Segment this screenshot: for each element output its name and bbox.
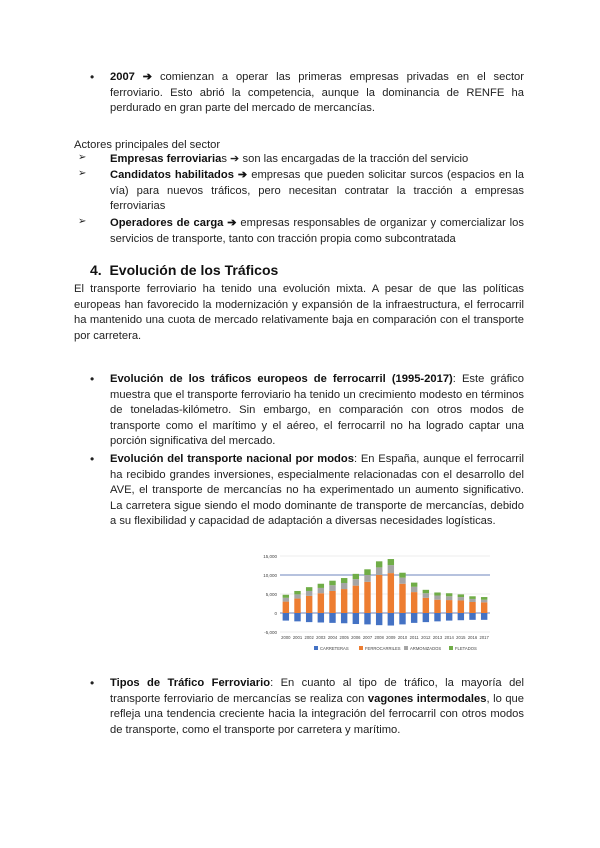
chart-bar (329, 591, 335, 613)
chart-xtick-label: 2014 (444, 635, 454, 640)
bullet-lead: Evolución del transporte nacional por modos (110, 453, 354, 465)
actor-lead: Empresas ferroviaria (110, 153, 222, 165)
chart-bar (318, 593, 324, 613)
chart-xtick-label: 2012 (421, 635, 431, 640)
chart-legend-swatch (359, 646, 363, 650)
chart-xtick-label: 2001 (292, 635, 303, 640)
chart-bar (306, 596, 312, 613)
chart-bar (469, 596, 475, 599)
actor-item (110, 152, 524, 168)
arrow-bullet-icon: ➢ (78, 216, 87, 227)
bullet-text: : En cuanto al tipo de tráfico, la mayoría del transporte ferroviario de mercancías se realiza con (110, 677, 524, 705)
chart-bar (399, 578, 405, 584)
chart-bar (376, 575, 382, 613)
section-title: Evolución de los Tráficos (109, 262, 279, 278)
chart-legend-label: FERROCARRILES (365, 646, 401, 651)
section-intro: El transporte ferroviario ha tenido una evolución mixta. A pesar de que las políticas europeas han favorecido la modernización y expansión de la infraestructura, el ferrocarril ha mantenido una cuota de mercado relativamente baja en comparación con el transporte por carretera. (74, 283, 524, 342)
chart-bar (364, 569, 370, 575)
traffic-chart (254, 552, 496, 662)
chart-bar (376, 613, 382, 625)
chart-bar (481, 602, 487, 613)
bullet-european-traffic (110, 372, 524, 450)
bullet-bold: vagones intermodales (367, 692, 487, 705)
actors-title: Actores principales del sector (74, 139, 221, 151)
chart-bar (376, 561, 382, 567)
chart-xtick-label: 2015 (456, 635, 466, 640)
bullet-text: : Este gráfico muestra que el transporte ferroviario ha tenido un crecimiento modesto en términos de toneladas-kilómetro. Sin embargo, en comparación con otros modos de transporte como el marítimo y el aéreo, el ferrocarril no ha logrado captar una porción significativa del mercado. (110, 373, 524, 448)
actor-mid: s ➔ (221, 153, 240, 165)
chart-xtick-label: 2011 (409, 635, 419, 640)
bullet-lead: Tipos de Tráfico Ferroviario (110, 677, 271, 689)
chart-bar (294, 613, 300, 621)
chart-legend-swatch (314, 646, 318, 650)
chart-xtick-label: 2004 (327, 635, 338, 640)
chart-ytick-label: 15,000 (263, 554, 277, 559)
chart-bar (294, 594, 300, 598)
chart-bar (294, 599, 300, 613)
chart-bar (341, 589, 347, 613)
arrow-bullet-icon: ➢ (78, 168, 87, 179)
chart-bar (388, 573, 394, 613)
section-number: 4. (90, 262, 102, 278)
chart-xtick-label: 2009 (386, 635, 396, 640)
chart-bar (458, 597, 464, 600)
actor-lead: Operadores de carga ➔ (110, 217, 237, 229)
chart-bar (353, 586, 359, 613)
bullet-text: , lo que refleja una tendencia creciente hacia la integración del ferrocarril con otros modos de transporte, como el transporte por carretera y marítimo. (110, 692, 524, 736)
chart-bar (364, 582, 370, 613)
chart-legend-label: FLETADOS (455, 646, 477, 651)
chart-bar (446, 600, 452, 613)
chart-bar (423, 593, 429, 598)
chart-bar (446, 613, 452, 621)
chart-bar (434, 592, 440, 595)
actor-text: son las encargadas de la tracción del servicio (239, 153, 469, 165)
chart-bar (364, 575, 370, 582)
chart-bar (388, 565, 394, 573)
chart-bar (458, 613, 464, 620)
chart-bar (329, 581, 335, 586)
chart-bar (399, 573, 405, 578)
chart-bar (318, 613, 324, 623)
chart-ytick-label: 0 (274, 611, 277, 616)
chart-bar (469, 602, 475, 613)
chart-bar (341, 583, 347, 589)
chart-bar (446, 593, 452, 596)
chart-bar (283, 598, 289, 602)
chart-bar (434, 600, 440, 613)
chart-bar (283, 595, 289, 598)
chart-bar (353, 579, 359, 585)
bullet-icon (90, 452, 98, 466)
chart-bar (329, 613, 335, 623)
bullet-2007 (110, 70, 524, 117)
chart-legend-swatch (449, 646, 453, 650)
chart-bar (469, 613, 475, 620)
chart-xtick-label: 2000 (281, 635, 291, 640)
chart-bar (411, 592, 417, 613)
chart-bar (411, 583, 417, 587)
chart-bar (423, 613, 429, 622)
bullet-icon (90, 676, 98, 690)
chart-bar (353, 574, 359, 579)
chart-xtick-label: 2016 (467, 635, 478, 640)
chart-ytick-label: 10,000 (263, 573, 277, 578)
chart-bar (329, 585, 335, 591)
chart-bar (353, 613, 359, 624)
chart-bar (306, 587, 312, 591)
bullet-lead: Evolución de los tráficos europeos de ferrocarril (1995-2017) (110, 373, 453, 385)
chart-xtick-label: 2017 (479, 635, 489, 640)
chart-bar (283, 613, 289, 621)
bullet-text: comienzan a operar las primeras empresas privadas en el sector ferroviario. Esto abrió la competencia, aunque la dominancia de RENFE ha perdurado en gran parte del mercado de mercancías. (110, 71, 524, 115)
chart-xtick-label: 2006 (351, 635, 361, 640)
section-heading (90, 262, 278, 278)
chart-bar (388, 613, 394, 626)
actor-item (110, 168, 524, 215)
chart-bar (283, 602, 289, 613)
chart-bar (481, 600, 487, 603)
chart-bar (434, 596, 440, 600)
chart-bar (469, 599, 475, 602)
chart-bar (481, 613, 487, 620)
chart-ytick-label: -5,000 (264, 630, 277, 635)
chart-bar (306, 591, 312, 596)
chart-bar (434, 613, 440, 621)
chart-bar (294, 591, 300, 594)
bullet-icon (90, 70, 98, 84)
bullet-national-transport (110, 452, 524, 530)
chart-bar (481, 597, 487, 600)
chart-xtick-label: 2005 (339, 635, 349, 640)
chart-bar (318, 584, 324, 588)
chart-bar (318, 588, 324, 593)
chart-xtick-label: 2002 (304, 635, 314, 640)
chart-bar (388, 559, 394, 565)
actor-item (110, 216, 524, 247)
arrow-bullet-icon: ➢ (78, 152, 87, 163)
bullet-text: : En España, aunque el ferrocarril ha recibido grandes inversiones, especialmente relacionadas con el desarrollo del AVE, el transporte de mercancías no ha experimentado un aumento significativo. La carretera sigue siendo el modo dominante de transporte de mercancías, debido a su flexibilidad y capacidad de adaptación a diversas necesidades logísticas. (110, 453, 524, 528)
chart-xtick-label: 2003 (316, 635, 326, 640)
chart-bar (423, 590, 429, 593)
chart-legend-label: ARMONIZADOS (410, 646, 442, 651)
actor-lead: Candidatos habilitados ➔ (110, 169, 248, 181)
bullet-icon (90, 372, 98, 386)
chart-bar (341, 578, 347, 583)
bullet-lead: 2007 ➔ (110, 71, 153, 83)
chart-xtick-label: 2008 (374, 635, 384, 640)
chart-bar (399, 584, 405, 613)
chart-xtick-label: 2007 (362, 635, 373, 640)
actor-text: empresas responsables de organizar y comercializar los servicios de transporte, tanto con tracción propia como subcontratada (110, 217, 524, 245)
chart-legend-swatch (404, 646, 408, 650)
chart-bar (446, 596, 452, 600)
chart-ytick-label: 5,000 (265, 592, 277, 597)
chart-bar (458, 600, 464, 613)
chart-bar (376, 567, 382, 575)
chart-bar (411, 613, 417, 623)
chart-bar (399, 613, 405, 624)
chart-xtick-label: 2013 (432, 635, 443, 640)
chart-xtick-label: 2010 (397, 635, 408, 640)
chart-bar (458, 594, 464, 597)
actor-text: empresas que pueden solicitar surcos (espacios en la vía) para nuevos tráficos, pero necesitan contratar la tracción a empresas ferroviarias (110, 169, 524, 213)
bullet-traffic-types (110, 676, 524, 738)
chart-bar (341, 613, 347, 623)
chart-legend-label: CARRETERAS (320, 646, 349, 651)
chart-bar (423, 598, 429, 613)
chart-bar (411, 587, 417, 592)
chart-bar (364, 613, 370, 624)
chart-bar (306, 613, 312, 622)
